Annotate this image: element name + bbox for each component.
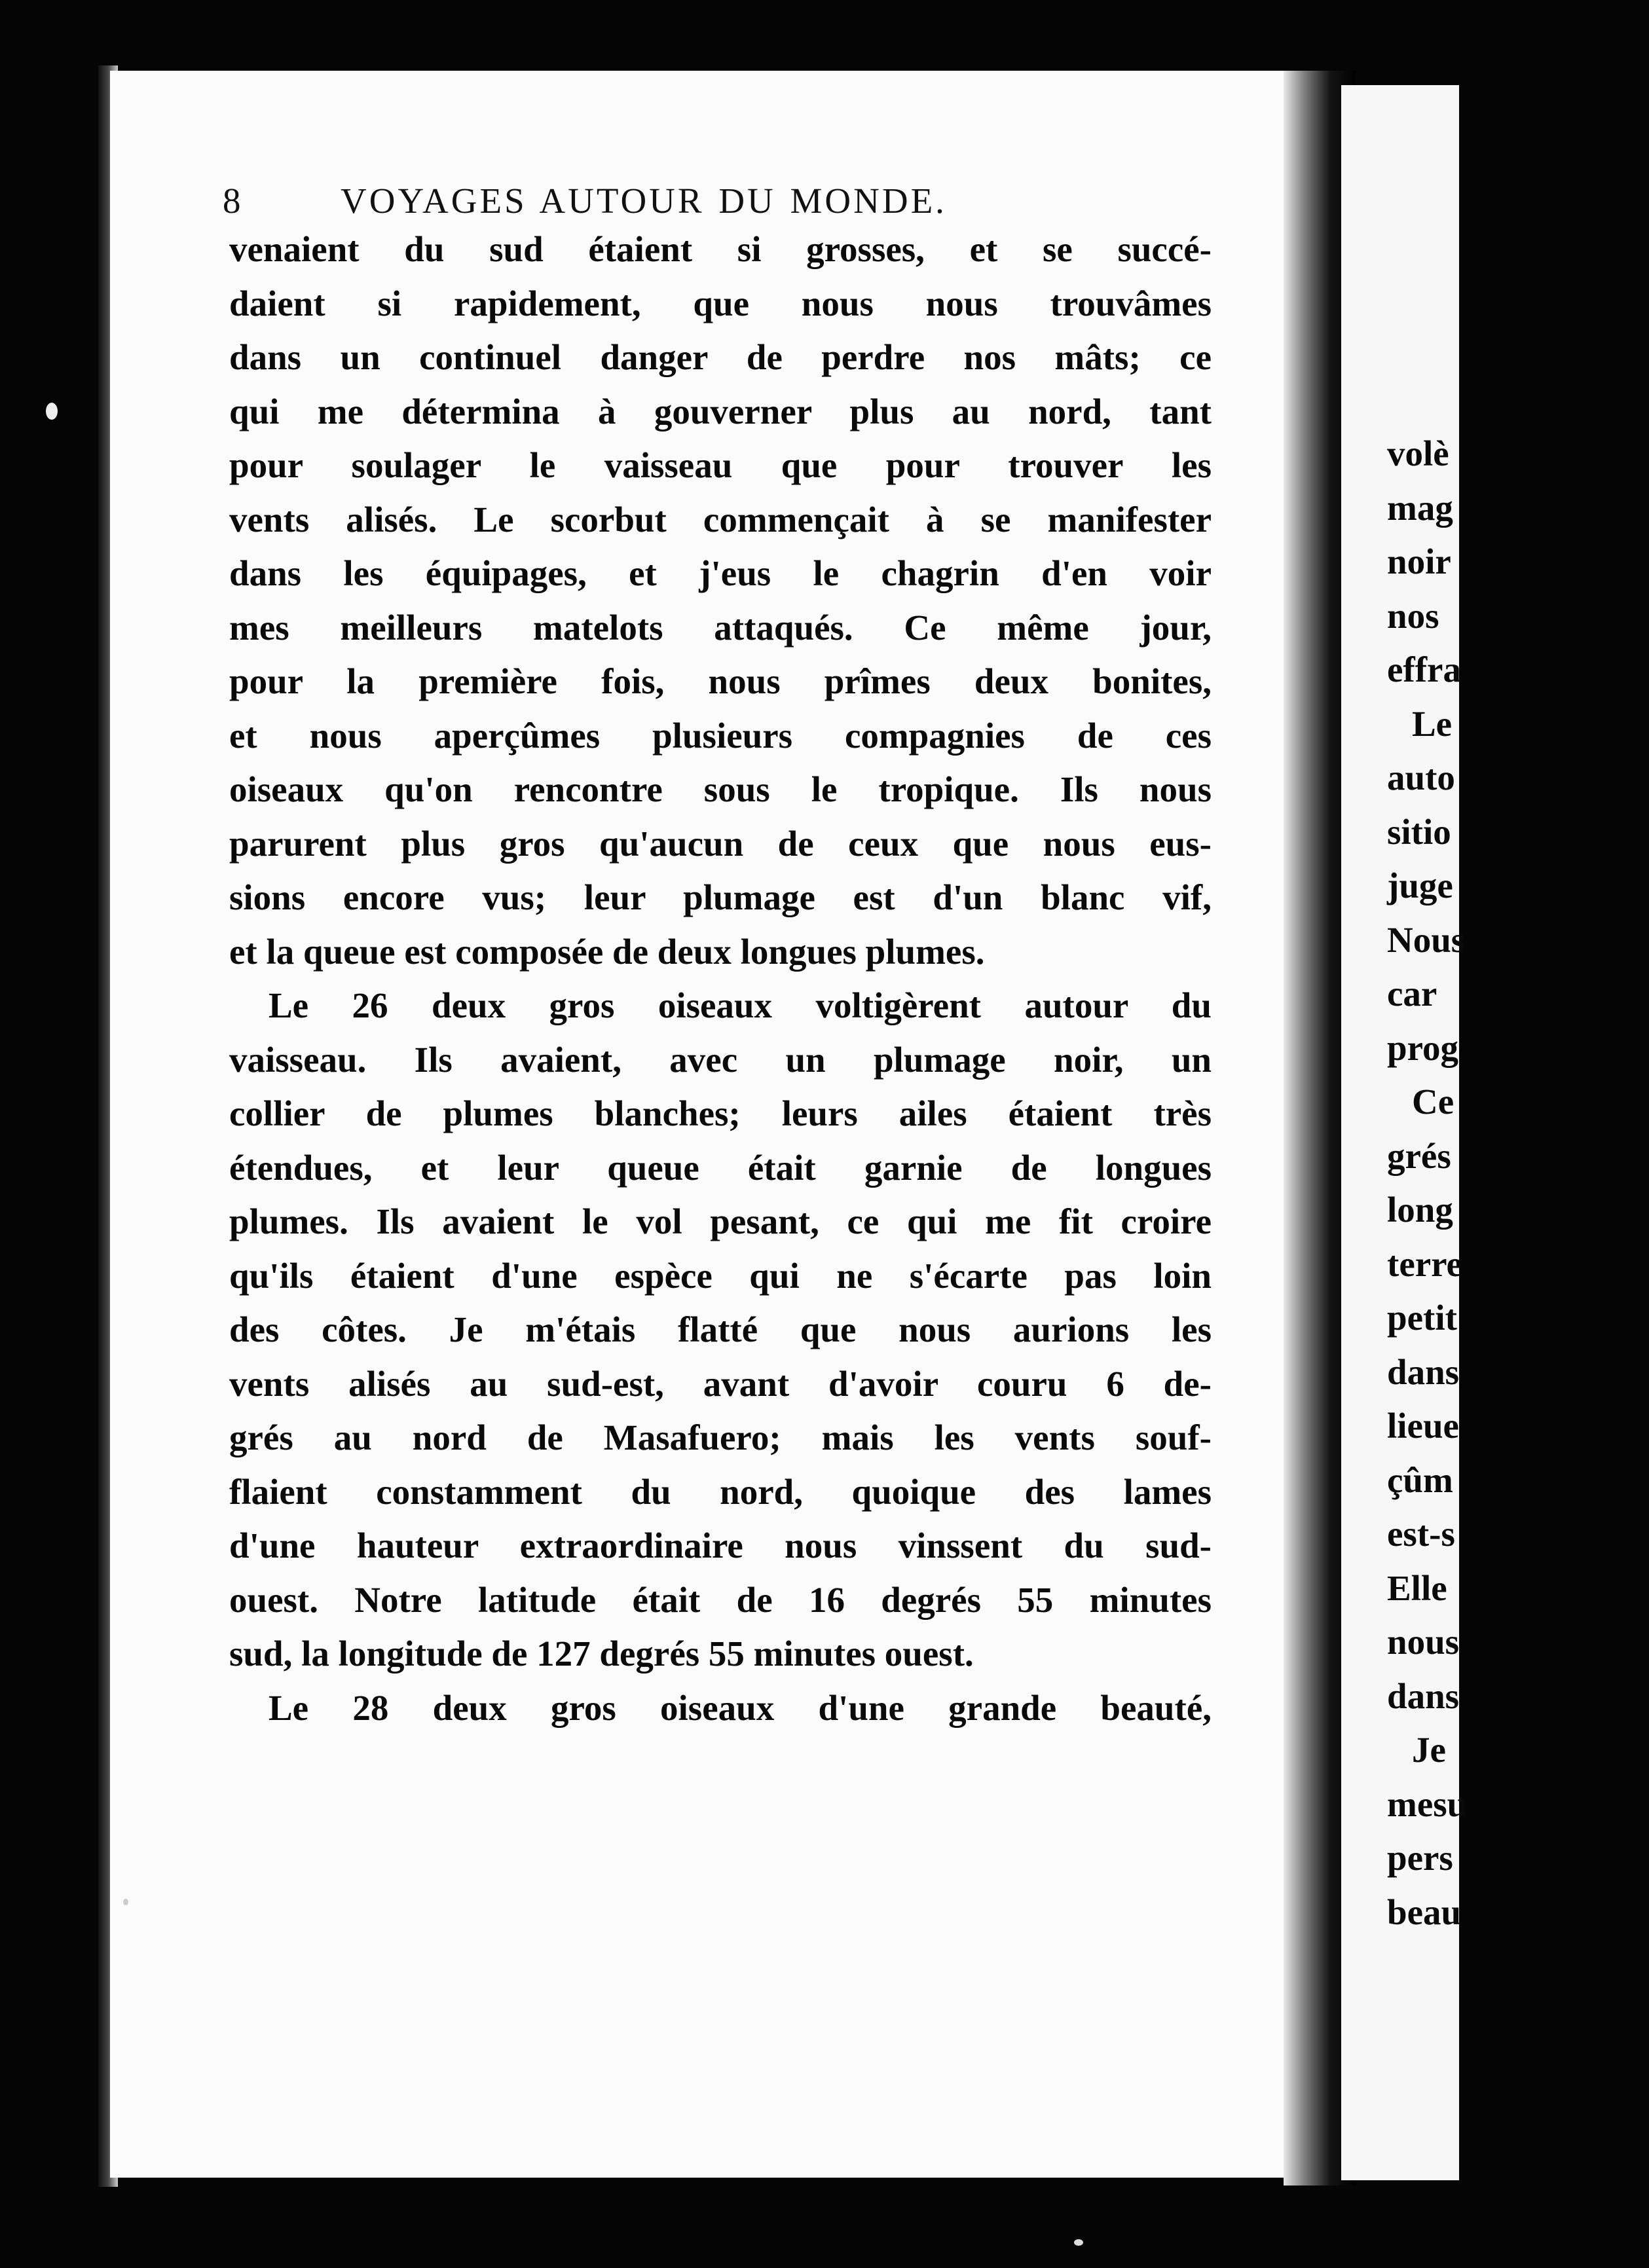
running-title: VOYAGES AUTOUR DU MONDE. xyxy=(341,181,947,221)
right-page-line: Ce xyxy=(1412,1082,1454,1122)
text-line: venaient du sud étaient si grosses, et se succé- xyxy=(229,229,1212,269)
right-page-line: mag xyxy=(1387,487,1453,528)
text-line: parurent plus gros qu'aucun de ceux que nous eus- xyxy=(229,823,1212,864)
right-page-line: dans xyxy=(1387,1675,1460,1716)
right-page-line: Nous xyxy=(1387,919,1466,960)
text-line: vents alisés au sud-est, avant d'avoir couru 6 de- xyxy=(229,1363,1212,1404)
text-line: daient si rapidement, que nous nous trouvâmes xyxy=(229,283,1212,323)
body-text xyxy=(229,223,1212,1735)
text-line: des côtes. Je m'étais flatté que nous aurions les xyxy=(229,1309,1212,1349)
text-line: qui me détermina à gouverner plus au nord, tant xyxy=(229,391,1212,431)
text-line: qu'ils étaient d'une espèce qui ne s'écarte pas loin xyxy=(229,1255,1212,1296)
text-line: Le 28 deux gros oiseaux d'une grande beauté, xyxy=(269,1687,1212,1728)
right-page-line: sitio xyxy=(1387,811,1451,852)
text-line: ouest. Notre latitude était de 16 degrés 55 minutes xyxy=(229,1579,1212,1620)
text-line: vaisseau. Ils avaient, avec un plumage noir, un xyxy=(229,1039,1212,1080)
right-page-line: grés xyxy=(1387,1135,1451,1176)
text-line: et nous aperçûmes plusieurs compagnies de ces xyxy=(229,715,1212,756)
right-page-line: effra xyxy=(1387,649,1461,689)
text-line: sions encore vus; leur plumage est d'un blanc vif, xyxy=(229,877,1212,917)
page-number: 8 xyxy=(223,181,244,221)
right-page-line: volè xyxy=(1387,433,1449,473)
right-page-line: prog xyxy=(1387,1027,1459,1068)
right-page-line: dans xyxy=(1387,1351,1460,1392)
text-line: pour soulager le vaisseau que pour trouver les xyxy=(229,445,1212,485)
right-page-line: car xyxy=(1387,974,1437,1014)
right-page-line: est-s xyxy=(1387,1514,1455,1554)
right-page-line: long xyxy=(1387,1190,1453,1230)
right-page-line: auto xyxy=(1387,758,1455,797)
scan-speck xyxy=(46,403,58,420)
right-page-line: juge xyxy=(1387,866,1453,905)
right-page-line: petit xyxy=(1387,1298,1457,1338)
text-line: oiseaux qu'on rencontre sous le tropique. Ils nous xyxy=(229,769,1212,809)
right-page-line: mesu xyxy=(1387,1783,1468,1824)
right-page-line: Je xyxy=(1412,1730,1446,1770)
right-page-line: nous xyxy=(1387,1622,1460,1662)
text-line: et la queue est composée de deux longues plumes. xyxy=(229,931,985,972)
right-page-line: beau xyxy=(1387,1892,1462,1932)
text-line: plumes. Ils avaient le vol pesant, ce qui me fit croire xyxy=(229,1201,1212,1241)
text-line: Le 26 deux gros oiseaux voltigèrent autour du xyxy=(269,985,1212,1025)
right-page-line: noir xyxy=(1387,541,1451,581)
right-page-line: lieue xyxy=(1387,1406,1459,1446)
text-line: flaient constamment du nord, quoique des lames xyxy=(229,1471,1212,1512)
scan-speck xyxy=(123,1899,128,1905)
right-page-line: çûm xyxy=(1387,1459,1453,1500)
text-line: pour la première fois, nous prîmes deux bonites, xyxy=(229,661,1212,701)
right-page-line: Elle xyxy=(1387,1567,1447,1608)
text-line: dans les équipages, et j'eus le chagrin d'en voir xyxy=(229,553,1212,593)
text-line: dans un continuel danger de perdre nos mâts; ce xyxy=(229,337,1212,377)
text-line: étendues, et leur queue était garnie de longues xyxy=(229,1147,1212,1188)
text-line: vents alisés. Le scorbut commençait à se manifester xyxy=(229,499,1212,540)
text-line: grés au nord de Masafuero; mais les vents souf- xyxy=(229,1418,1212,1457)
text-line: mes meilleurs matelots attaqués. Ce même jour, xyxy=(229,607,1212,648)
text-line: d'une hauteur extraordinaire nous vinssent du sud- xyxy=(229,1526,1212,1565)
right-page-line: pers xyxy=(1387,1838,1453,1878)
right-page-line: terre xyxy=(1387,1243,1462,1284)
scan-speck xyxy=(1074,2239,1083,2246)
right-page-line: nos xyxy=(1387,595,1439,636)
text-line: sud, la longitude de 127 degrés 55 minutes ouest. xyxy=(229,1634,974,1674)
text-line: collier de plumes blanches; leurs ailes étaient très xyxy=(229,1093,1212,1133)
right-page-line: Le xyxy=(1412,703,1453,744)
page-header xyxy=(223,180,1205,226)
right-page-text xyxy=(1387,427,1649,1939)
right-page xyxy=(1341,85,1468,2180)
